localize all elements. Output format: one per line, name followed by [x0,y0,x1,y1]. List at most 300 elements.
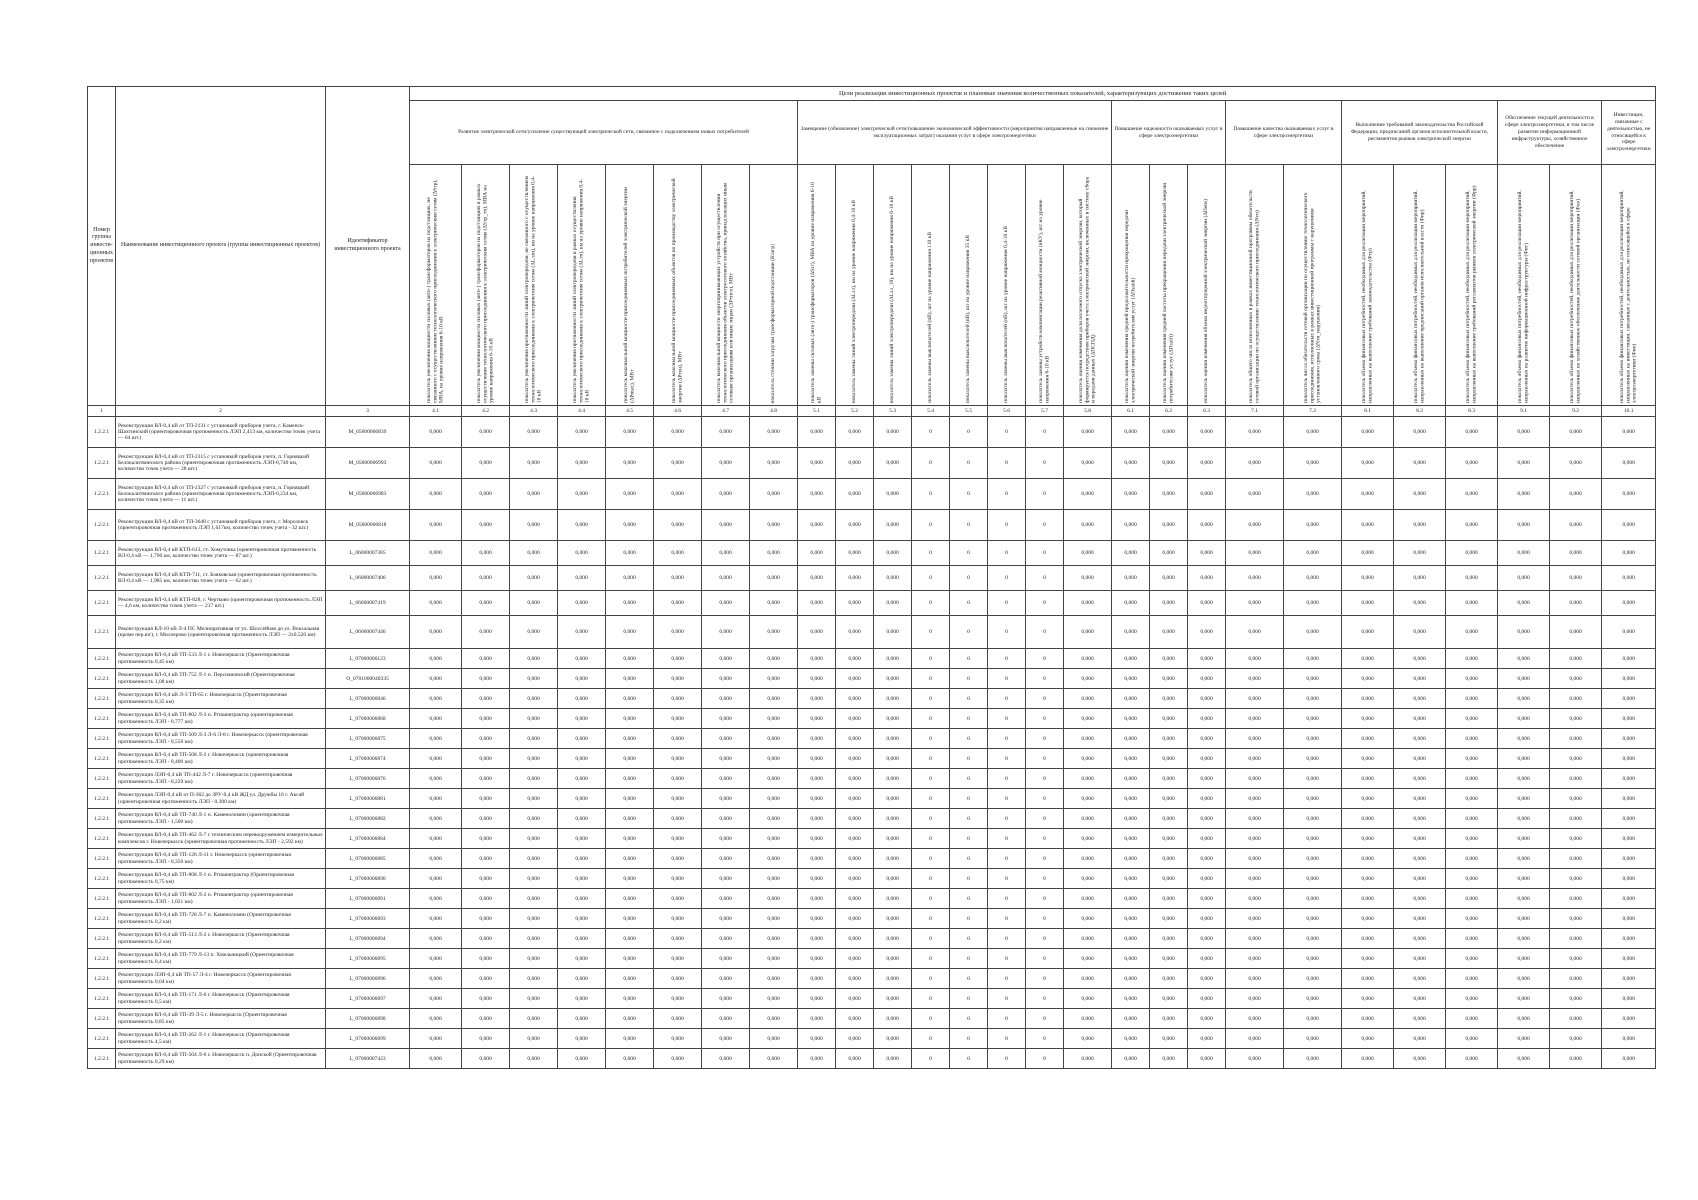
value-cell: 0,000 [1064,869,1112,889]
value-cell: 0,000 [606,479,654,510]
group-number-cell: 1.2.2.1 [88,1029,116,1049]
value-cell: 0,000 [1284,989,1342,1009]
value-cell: 0,000 [836,729,874,749]
value-cell: 0,000 [836,448,874,479]
value-cell: 0 [950,869,988,889]
column-number: 5.4 [912,406,950,417]
table-row [88,566,1656,591]
group-number-cell: 1.2.2.1 [88,849,116,869]
value-cell: 0,000 [410,566,462,591]
table-row [88,809,1656,829]
indicator-label: показатель увеличения мощности силовых (авто-) трансформаторов на подстанциях в рамках осуществления технологического присоединения к электрическим сетям (ΔSтр_тп), МВА на уровне напряжения 6-10 кВ [476,183,495,403]
value-cell: 0,000 [606,989,654,1009]
value-cell: 0,000 [1342,769,1394,789]
value-cell: 0,000 [702,869,750,889]
value-cell: 0,000 [874,949,912,969]
value-cell: 0,000 [1284,1049,1342,1069]
value-cell: 0,000 [1064,889,1112,909]
value-cell: 0,000 [1112,448,1150,479]
value-cell: 0,000 [1150,709,1188,729]
value-cell: 0,000 [1284,929,1342,949]
value-cell: 0 [988,510,1026,541]
value-cell: 0,000 [1498,829,1550,849]
value-cell: 0,000 [510,949,558,969]
project-id-cell: L_07000006868 [326,709,410,729]
value-cell: 0,000 [702,789,750,809]
project-id-cell: L_07000006846 [326,689,410,709]
value-cell: 0,000 [558,789,606,809]
project-id-cell: L_07000006897 [326,989,410,1009]
value-cell: 0,000 [1064,689,1112,709]
value-cell: 0,000 [1064,1029,1112,1049]
value-cell: 0,000 [1342,1009,1394,1029]
value-cell: 0,000 [1394,479,1446,510]
value-cell: 0,000 [1226,649,1284,669]
indicator-header [1550,165,1602,406]
value-cell: 0,000 [1064,479,1112,510]
value-cell: 0,000 [750,649,798,669]
value-cell: 0 [988,969,1026,989]
value-cell: 0,000 [1226,669,1284,689]
value-cell: 0,000 [1394,889,1446,909]
value-cell: 0,000 [606,591,654,616]
value-cell: 0,000 [1498,949,1550,969]
value-cell: 0,000 [1498,969,1550,989]
column-number: 4.2 [462,406,510,417]
value-cell: 0 [988,789,1026,809]
project-id-cell: L_07000006881 [326,789,410,809]
value-cell: 0 [988,749,1026,769]
value-cell: 0 [988,709,1026,729]
value-cell: 0,000 [874,849,912,869]
value-cell: 0,000 [1446,909,1498,929]
value-cell: 0,000 [558,1049,606,1069]
value-cell: 0,000 [606,689,654,709]
indicator-header [510,165,558,406]
value-cell: 0 [912,889,950,909]
value-cell: 0,000 [510,541,558,566]
value-cell: 0,000 [1064,749,1112,769]
value-cell: 0,000 [410,989,462,1009]
value-cell: 0,000 [1446,591,1498,616]
value-cell: 0,000 [1226,749,1284,769]
value-cell: 0,000 [1394,1049,1446,1069]
value-cell: 0 [950,909,988,929]
value-cell: 0,000 [462,1029,510,1049]
table-row [88,591,1656,616]
value-cell: 0,000 [1394,849,1446,869]
value-cell: 0,000 [1226,709,1284,729]
value-cell: 0,000 [1226,1029,1284,1049]
value-cell: 0,000 [702,849,750,869]
value-cell: 0,000 [1342,510,1394,541]
table-row [88,709,1656,729]
value-cell: 0,000 [798,909,836,929]
value-cell: 0,000 [1284,949,1342,969]
value-cell: 0,000 [1394,989,1446,1009]
value-cell: 0,000 [410,789,462,809]
value-cell: 0,000 [1550,809,1602,829]
value-cell: 0 [988,479,1026,510]
indicator-label: показатель замены выключателей (nВ), шт на уровне напряжения 0,4-10 кВ [1003,226,1010,403]
value-cell: 0,000 [1498,616,1550,649]
value-cell: 0 [912,1009,950,1029]
value-cell: 0,000 [836,929,874,949]
value-cell: 0,000 [750,448,798,479]
value-cell: 0,000 [558,616,606,649]
value-cell: 0,000 [1342,689,1394,709]
group-number-cell: 1.2.2.1 [88,616,116,649]
value-cell: 0,000 [558,669,606,689]
indicator-label: показатель увеличения протяженности линий электропередачи в рамках осуществления технологического присоединения к электрическим сетям (ΔLтп), км на уровне напряжения 0,4-10 кВ [572,178,591,403]
value-cell: 0,000 [750,541,798,566]
table-row [88,1029,1656,1049]
project-id-cell: M_05000006993 [326,448,410,479]
value-cell: 0,000 [1150,809,1188,829]
value-cell: 0,000 [874,729,912,749]
value-cell: 0,000 [798,789,836,809]
value-cell: 0,000 [1150,1009,1188,1029]
value-cell: 0,000 [606,448,654,479]
value-cell: 0,000 [874,541,912,566]
value-cell: 0,000 [1150,649,1188,669]
value-cell: 0,000 [798,949,836,969]
value-cell: 0,000 [836,809,874,829]
value-cell: 0,000 [798,541,836,566]
value-cell: 0,000 [750,829,798,849]
value-cell: 0 [1026,616,1064,649]
value-cell: 0,000 [1284,689,1342,709]
value-cell: 0 [912,869,950,889]
indicator-header [1498,165,1550,406]
value-cell: 0,000 [1394,909,1446,929]
project-id-cell: L_07000006882 [326,809,410,829]
value-cell: 0,000 [1342,749,1394,769]
value-cell: 0,000 [558,749,606,769]
value-cell: 0,000 [1602,541,1656,566]
project-id-cell: L_07000006884 [326,829,410,849]
project-name-cell: Реконструкция ВЛ-0,4 кВ ТП-462 Л-7 с техническим перевооружением измерительных комплексов г. Новочеркасск (ориентировочная протяженность ЛЭП - 2,592 км) [116,829,326,849]
value-cell: 0,000 [1602,889,1656,909]
value-cell: 0,000 [836,1049,874,1069]
value-cell: 0,000 [654,909,702,929]
value-cell: 0,000 [1394,949,1446,969]
value-cell: 0,000 [1602,669,1656,689]
value-cell: 0 [988,949,1026,969]
value-cell: 0 [988,649,1026,669]
value-cell: 0,000 [874,929,912,949]
value-cell: 0,000 [1446,689,1498,709]
indicator-header [1064,165,1112,406]
value-cell: 0,000 [462,749,510,769]
value-cell: 0,000 [558,969,606,989]
value-cell: 0,000 [1150,1049,1188,1069]
column-number: 5.2 [836,406,874,417]
value-cell: 0,000 [1342,566,1394,591]
value-cell: 0,000 [1064,929,1112,949]
value-cell: 0,000 [1342,969,1394,989]
group-number-cell: 1.2.2.1 [88,591,116,616]
value-cell: 0,000 [654,989,702,1009]
goal-group-header: Замещение (обновление) электрической сети/повышение экономической эффективности (мероприятия направленные на снижение эксплуатационных затрат) оказания услуг в сфере электроэнергетики [798,101,1112,165]
value-cell: 0,000 [1064,510,1112,541]
indicator-label: показатель замены выключателей (nВ), шт на уровне напряжения 110 кВ [927,232,934,403]
value-cell: 0,000 [1498,1009,1550,1029]
value-cell: 0,000 [1284,1009,1342,1029]
value-cell: 0,000 [1226,929,1284,949]
value-cell: 0,000 [1446,669,1498,689]
project-name-cell: Реконструкция ВЛ-0,4 кВ ТП-508 Л-2 г. Новочеркасск (ориентировочная протяженность ЛЭП - 0,400 км) [116,749,326,769]
value-cell: 0,000 [462,417,510,448]
value-cell: 0,000 [798,969,836,989]
value-cell: 0,000 [1342,949,1394,969]
value-cell: 0,000 [1342,1049,1394,1069]
value-cell: 0,000 [1226,1009,1284,1029]
value-cell: 0,000 [1498,709,1550,729]
value-cell: 0,000 [1550,1009,1602,1029]
project-name-cell: Реконструкция ВЛ-0,4 кВ КТП-613, ст. Хомутовка (ориентировочная протяженность ВЛ-0,4 кВ — 1,790 км, количество точек учета — 87 шт.) [116,541,326,566]
value-cell: 0,000 [1188,1049,1226,1069]
value-cell: 0,000 [654,769,702,789]
value-cell: 0 [988,869,1026,889]
value-cell: 0,000 [1188,689,1226,709]
indicator-header [874,165,912,406]
value-cell: 0,000 [1342,909,1394,929]
value-cell: 0,000 [654,849,702,869]
value-cell: 0,000 [1550,669,1602,689]
value-cell: 0,000 [410,929,462,949]
value-cell: 0,000 [462,448,510,479]
value-cell: 0 [912,1049,950,1069]
value-cell: 0 [912,729,950,749]
value-cell: 0,000 [410,729,462,749]
value-cell: 0 [1026,849,1064,869]
value-cell: 0,000 [606,1009,654,1029]
value-cell: 0,000 [1150,889,1188,909]
value-cell: 0,000 [410,969,462,989]
group-number-cell: 1.2.2.1 [88,729,116,749]
value-cell: 0,000 [874,709,912,729]
value-cell: 0,000 [1498,1049,1550,1069]
value-cell: 0,000 [1112,989,1150,1009]
value-cell: 0 [950,929,988,949]
value-cell: 0,000 [1550,909,1602,929]
value-cell: 0 [1026,869,1064,889]
value-cell: 0,000 [1602,649,1656,669]
indicator-header [1602,165,1656,406]
value-cell: 0,000 [1064,849,1112,869]
group-number-cell: 1.2.2.1 [88,510,116,541]
value-cell: 0,000 [1284,649,1342,669]
indicator-header [912,165,950,406]
value-cell: 0,000 [1188,849,1226,869]
value-cell: 0,000 [1112,541,1150,566]
value-cell: 0,000 [1550,566,1602,591]
table-row [88,889,1656,909]
value-cell: 0,000 [1498,479,1550,510]
value-cell: 0,000 [1602,616,1656,649]
value-cell: 0 [988,929,1026,949]
group-number-cell: 1.2.2.1 [88,541,116,566]
value-cell: 0,000 [1284,566,1342,591]
value-cell: 0,000 [1602,949,1656,969]
value-cell: 0,000 [1342,829,1394,849]
value-cell: 0,000 [702,566,750,591]
indicator-label: показатель общего числа исполненных в рамках инвестиционной программы обязательств сетевой организации по осуществлению технологического присоединения (ΔNтп) [1248,190,1261,403]
value-cell: 0,000 [1550,1029,1602,1049]
column-number: 4.3 [510,406,558,417]
value-cell: 0,000 [1602,510,1656,541]
value-cell: 0,000 [1394,566,1446,591]
value-cell: 0,000 [558,729,606,749]
indicator-label: показатель замены выключателей (nВ), шт на уровне напряжения 35 кВ [965,234,972,403]
value-cell: 0,000 [1284,869,1342,889]
value-cell: 0,000 [874,417,912,448]
value-cell: 0,000 [1150,769,1188,789]
value-cell: 0,000 [1342,809,1394,829]
value-cell: 0,000 [558,989,606,1009]
column-number: 4.8 [750,406,798,417]
value-cell: 0,000 [1064,769,1112,789]
value-cell: 0,000 [1394,749,1446,769]
value-cell: 0,000 [750,929,798,949]
value-cell: 0,000 [798,566,836,591]
value-cell: 0 [950,649,988,669]
column-number: 4.1 [410,406,462,417]
project-name-cell: Реконструкция ВЛ-0,4 кВ КТП-711, ст. Бояковская (ориентировочная протяженность ВЛ-0,4 кВ — 1,985 км, количество точек учета — 62 шт.) [116,566,326,591]
value-cell: 0,000 [798,729,836,749]
value-cell: 0,000 [558,1029,606,1049]
project-name-cell: Реконструкция ЛЭП-0,4 кВ ТП-57 Л-4 г. Новочеркасск (Ориентировочная протяженность 0,04 км) [116,969,326,989]
value-cell: 0,000 [462,541,510,566]
value-cell: 0,000 [1284,541,1342,566]
value-cell: 0,000 [1188,889,1226,909]
value-cell: 0,000 [558,689,606,709]
value-cell: 0,000 [1150,849,1188,869]
value-cell: 0,000 [1498,729,1550,749]
value-cell: 0 [912,566,950,591]
value-cell: 0,000 [1188,541,1226,566]
value-cell: 0,000 [1226,566,1284,591]
project-name-cell: Реконструкция ВЛ-0,4 кВ от ТП-3648 с установкой приборов учета, г. Морозовск (ориентировочная протяженность ЛЭП 1,617км, количество точек учета - 32 шт.) [116,510,326,541]
project-id-cell: L_07000006891 [326,889,410,909]
value-cell: 0,000 [1150,591,1188,616]
value-cell: 0,000 [1284,417,1342,448]
value-cell: 0,000 [1550,749,1602,769]
value-cell: 0,000 [874,566,912,591]
value-cell: 0,000 [654,829,702,849]
value-cell: 0,000 [510,929,558,949]
goal-group-header: Развитие электрической сети/усиление существующей электрической сети, связанное с подключением новых потребителей [410,101,798,165]
value-cell: 0,000 [702,1009,750,1029]
project-id-cell: L_06000007446 [326,616,410,649]
value-cell: 0,000 [702,510,750,541]
value-cell: 0,000 [410,769,462,789]
value-cell: 0,000 [1550,689,1602,709]
value-cell: 0 [1026,1049,1064,1069]
value-cell: 0,000 [1394,729,1446,749]
value-cell: 0,000 [606,929,654,949]
value-cell: 0 [988,669,1026,689]
group-number-cell: 1.2.2.1 [88,809,116,829]
value-cell: 0,000 [606,829,654,849]
value-cell: 0,000 [1446,809,1498,829]
value-cell: 0 [950,709,988,729]
value-cell: 0,000 [1394,689,1446,709]
value-cell: 0,000 [1064,616,1112,649]
value-cell: 0,000 [702,969,750,989]
value-cell: 0,000 [410,649,462,669]
group-number-cell: 1.2.2.1 [88,909,116,929]
value-cell: 0 [988,417,1026,448]
value-cell: 0,000 [1342,789,1394,809]
indicator-label: показатель объема финансовых потребностей, необходимых для реализации мероприятий, направленных на выполнение требований регламентов рынков электрической энергии (Фрр) [1465,185,1478,403]
value-cell: 0,000 [462,829,510,849]
value-cell: 0 [912,448,950,479]
value-cell: 0,000 [606,510,654,541]
project-id-cell: L_06000007385 [326,541,410,566]
value-cell: 0,000 [510,869,558,889]
value-cell: 0 [950,789,988,809]
project-name-cell: Реконструкция ВЛ-0,4 кВ ТП-262 Л-1 г. Новочеркасск (Ориентировочная протяженность 4,5 км) [116,1029,326,1049]
value-cell: 0,000 [1064,789,1112,809]
value-cell: 0,000 [702,949,750,969]
value-cell: 0,000 [702,889,750,909]
value-cell: 0,000 [606,729,654,749]
value-cell: 0,000 [606,649,654,669]
value-cell: 0,000 [558,591,606,616]
value-cell: 0,000 [462,1009,510,1029]
value-cell: 0,000 [1550,709,1602,729]
group-number-cell: 1.2.2.1 [88,749,116,769]
value-cell: 0,000 [702,448,750,479]
value-cell: 0,000 [798,709,836,729]
value-cell: 0,000 [1188,909,1226,929]
indicator-label: показатель замены линий электропередачи (ΔLзл), км на уровне напряжения 0,4-10 кВ [851,199,858,403]
table-row [88,1049,1656,1069]
value-cell: 0,000 [1342,417,1394,448]
indicator-header [606,165,654,406]
value-cell: 0 [950,479,988,510]
value-cell: 0,000 [1602,929,1656,949]
value-cell: 0,000 [1064,989,1112,1009]
column-number: 1 [88,406,116,417]
table-row [88,1009,1656,1029]
value-cell: 0,000 [1550,769,1602,789]
value-cell: 0,000 [798,448,836,479]
value-cell: 0,000 [1226,689,1284,709]
value-cell: 0,000 [1188,479,1226,510]
value-cell: 0,000 [1446,649,1498,669]
value-cell: 0,000 [1550,448,1602,479]
value-cell: 0,000 [1112,909,1150,929]
value-cell: 0 [912,789,950,809]
value-cell: 0,000 [1498,689,1550,709]
value-cell: 0,000 [1394,1009,1446,1029]
value-cell: 0,000 [1446,949,1498,969]
value-cell: 0,000 [750,689,798,709]
value-cell: 0,000 [1498,989,1550,1009]
value-cell: 0,000 [702,479,750,510]
value-cell: 0,000 [1064,809,1112,829]
value-cell: 0,000 [750,417,798,448]
value-cell: 0,000 [1112,479,1150,510]
value-cell: 0,000 [750,949,798,969]
indicator-header [950,165,988,406]
value-cell: 0,000 [1226,989,1284,1009]
value-cell: 0 [950,689,988,709]
indicator-label: показатель объема финансовых потребностей, необходимых для реализации мероприятий, направленных на инвестиции, связанные с деятельностью, не относящейся к сфере электроэнергетики (Фно) [1619,190,1638,403]
